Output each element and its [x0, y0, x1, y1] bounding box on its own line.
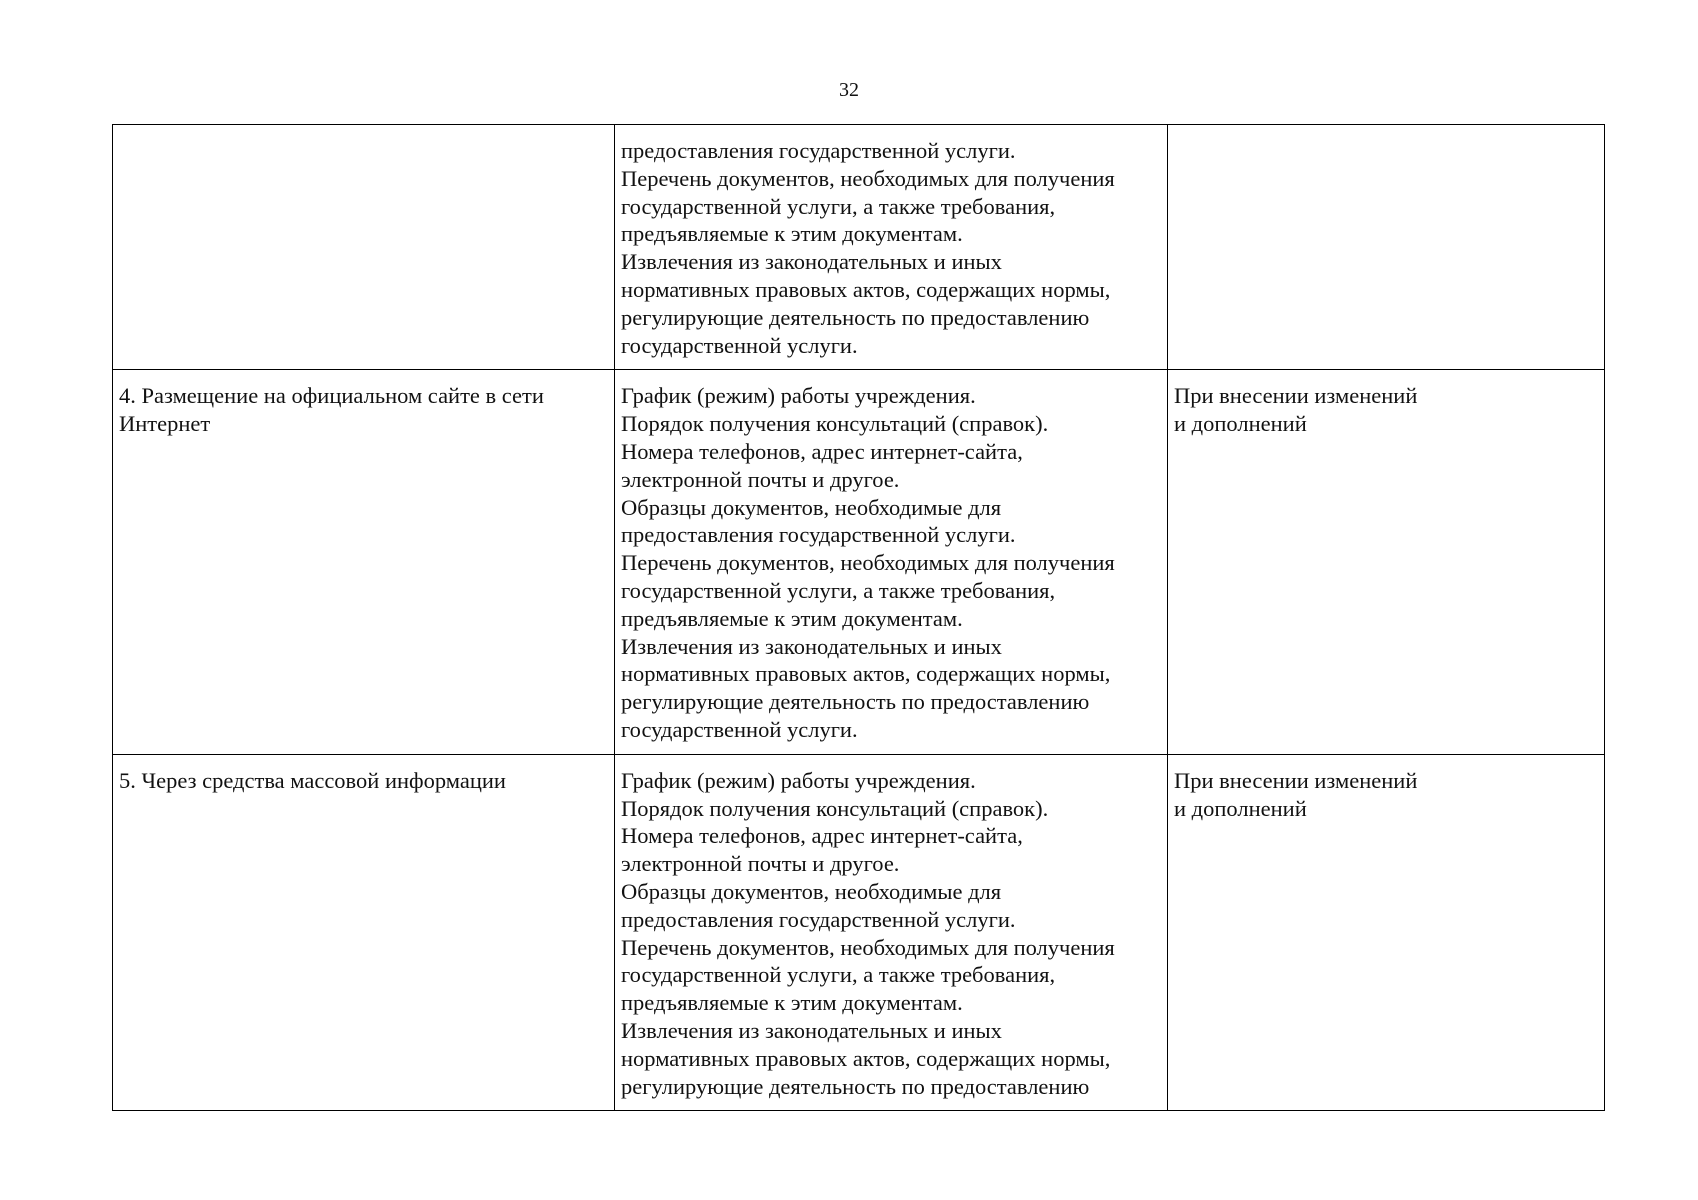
method-text-line: Интернет: [119, 411, 211, 437]
content-text-line: предъявляемые к этим документам.: [621, 221, 963, 247]
content-text-line: Порядок получения консультаций (справок).: [621, 411, 1049, 437]
content-text-line: государственной услуги, а также требования,: [621, 193, 1056, 219]
content-text-line: Перечень документов, необходимых для получения: [621, 165, 1115, 191]
content-text-line: Извлечения из законодательных и иных: [621, 1017, 1002, 1043]
content-text-line: Извлечения из законодательных и иных: [621, 633, 1002, 659]
frequency-text-line: При внесении изменений: [1174, 767, 1418, 793]
content-text-line: регулирующие деятельность по предоставлению: [621, 689, 1090, 715]
content-text-line: Порядок получения консультаций (справок).: [621, 795, 1049, 821]
content-text-line: предоставления государственной услуги.: [621, 522, 1016, 548]
information-table: [112, 124, 1605, 1111]
content-text-line: Перечень документов, необходимых для получения: [621, 934, 1115, 960]
content-text-line: нормативных правовых актов, содержащих нормы,: [621, 1045, 1111, 1071]
method-cell: [113, 125, 615, 370]
content-text-line: государственной услуги.: [621, 332, 858, 358]
table-row: [113, 754, 1605, 1111]
content-text-line: регулирующие деятельность по предоставлению: [621, 1073, 1090, 1099]
method-text-line: 4. Размещение на официальном сайте в сети: [119, 383, 544, 409]
content-text-line: предъявляемые к этим документам.: [621, 605, 963, 631]
content-text-line: государственной услуги.: [621, 716, 858, 742]
content-text-line: предоставления государственной услуги.: [621, 138, 1016, 163]
frequency-cell: [1168, 370, 1605, 754]
content-text-line: Извлечения из законодательных и иных: [621, 249, 1002, 275]
content-cell: [615, 125, 1168, 370]
content-cell: [615, 754, 1168, 1111]
method-text-line: 5. Через средства массовой информации: [119, 767, 506, 793]
page-number: 32: [839, 79, 859, 101]
content-text-line: предоставления государственной услуги.: [621, 906, 1016, 932]
table-row: [113, 125, 1605, 370]
table-body: [113, 125, 1605, 1111]
content-text-line: регулирующие деятельность по предоставлению: [621, 304, 1090, 330]
content-text-line: электронной почты и другое.: [621, 466, 900, 492]
content-text-line: предъявляемые к этим документам.: [621, 990, 963, 1016]
method-cell: [113, 370, 615, 754]
content-text-line: Номера телефонов, адрес интернет-сайта,: [621, 438, 1023, 464]
frequency-cell: [1168, 125, 1605, 370]
content-text-line: График (режим) работы учреждения.: [621, 767, 976, 793]
content-text-line: нормативных правовых актов, содержащих нормы,: [621, 661, 1111, 687]
content-text-line: государственной услуги, а также требования,: [621, 577, 1056, 603]
frequency-text-line: При внесении изменений: [1174, 383, 1418, 409]
content-text-line: государственной услуги, а также требования,: [621, 962, 1056, 988]
content-text-line: Образцы документов, необходимые для: [621, 494, 1002, 520]
content-text-line: электронной почты и другое.: [621, 851, 900, 877]
content-text-line: Образцы документов, необходимые для: [621, 878, 1002, 904]
method-cell: [113, 754, 615, 1111]
table-row: [113, 370, 1605, 754]
frequency-cell: [1168, 754, 1605, 1111]
content-text-line: График (режим) работы учреждения.: [621, 383, 976, 409]
content-text-line: нормативных правовых актов, содержащих нормы,: [621, 276, 1111, 302]
frequency-text-line: и дополнений: [1174, 795, 1307, 821]
content-cell: [615, 370, 1168, 754]
frequency-text-line: и дополнений: [1174, 411, 1307, 437]
content-text-line: Номера телефонов, адрес интернет-сайта,: [621, 823, 1023, 849]
content-text-line: Перечень документов, необходимых для получения: [621, 550, 1115, 576]
